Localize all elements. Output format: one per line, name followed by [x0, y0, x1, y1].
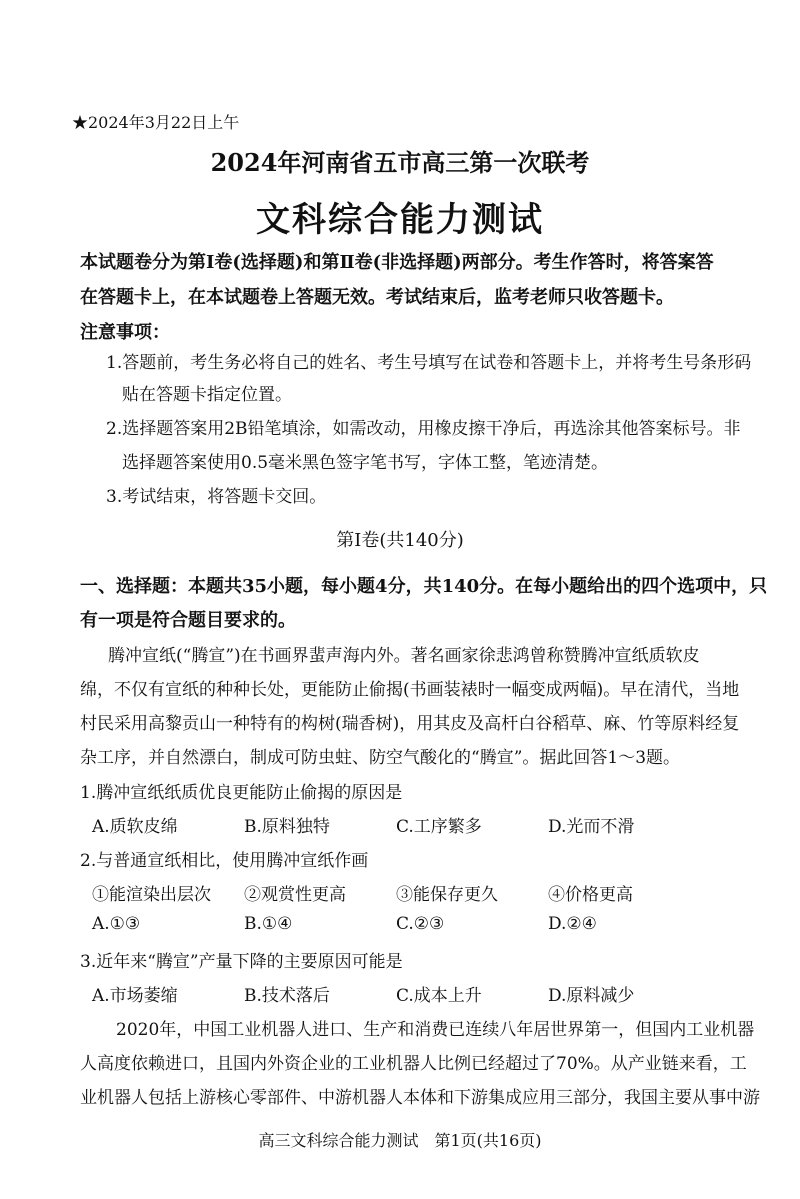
question-3-stem: 3.近年来“腾宣”产量下降的主要原因可能是	[80, 952, 403, 972]
question-3-option-b: B.技术落后	[244, 986, 330, 1006]
section-instruction-1: 一、选择题：本题共35小题，每小题4分，共140分。在每小题给出的四个选项中，只	[80, 576, 768, 597]
passage2-line-1: 2020年，中国工业机器人进口、生产和消费已连续八年居世界第一，但国内工业机器	[116, 1020, 755, 1040]
section-instruction-2: 有一项是符合题目要求的。	[80, 610, 296, 631]
question-2-option-d: D.②④	[548, 914, 597, 934]
question-2-statement-3: ③能保存更久	[396, 885, 498, 905]
question-3-option-c: C.成本上升	[396, 986, 482, 1006]
exam-subject: 文科综合能力测试	[256, 200, 544, 240]
passage1-line-1: 腾冲宣纸(“腾宣”)在书画界蜚声海内外。著名画家徐悲鸿曾称赞腾冲宣纸质软皮	[108, 646, 700, 666]
question-3-option-a: A.市场萎缩	[92, 986, 178, 1006]
question-2-statement-2: ②观赏性更高	[244, 885, 346, 905]
page-footer: 高三文科综合能力测试 第1页(共16页)	[258, 1131, 542, 1150]
passage1-line-2: 绵，不仅有宣纸的种种长处，更能防止偷揭(书画装裱时一幅变成两幅)。早在清代，当地	[80, 680, 740, 700]
question-2-stem: 2.与普通宣纸相比，使用腾冲宣纸作画	[80, 851, 369, 871]
question-1-option-d: D.光而不滑	[548, 817, 635, 837]
notice-line-2: 贴在答题卡指定位置。	[122, 385, 292, 405]
question-2-statement-4: ④价格更高	[548, 885, 633, 905]
question-2-option-b: B.①④	[244, 914, 293, 934]
notice-line-1: 1.答题前，考生务必将自己的姓名、考生号填写在试卷和答题卡上，并将考生号条形码	[106, 353, 752, 373]
question-2-option-c: C.②③	[396, 914, 445, 934]
question-1-option-a: A.质软皮绵	[92, 817, 178, 837]
passage1-line-4: 杂工序，并自然漂白，制成可防虫蛀、防空气酸化的“腾宣”。据此回答1～3题。	[80, 748, 681, 768]
exam-title: 2024年河南省五市高三第一次联考	[210, 148, 590, 177]
question-3-option-d: D.原料减少	[548, 986, 635, 1006]
question-1-option-c: C.工序繁多	[396, 817, 482, 837]
question-1-option-b: B.原料独特	[244, 817, 330, 837]
section-title: 第Ⅰ卷(共140分)	[336, 530, 464, 551]
passage2-line-3: 业机器人包括上游核心零部件、中游机器人本体和下游集成应用三部分，我国主要从事中游	[80, 1088, 760, 1108]
intro-line-1: 本试题卷分为第Ⅰ卷(选择题)和第Ⅱ卷(非选择题)两部分。考生作答时，将答案答	[80, 252, 714, 273]
exam-date: ★2024年3月22日上午	[72, 113, 240, 132]
question-2-statement-1: ①能渲染出层次	[92, 885, 211, 905]
question-2-option-a: A.①③	[92, 914, 141, 934]
notice-line-4: 选择题答案使用0.5毫米黑色签字笔书写，字体工整，笔迹清楚。	[122, 453, 609, 473]
passage2-line-2: 人高度依赖进口，且国内外资企业的工业机器人比例已经超过了70%。从产业链来看，工	[80, 1054, 747, 1074]
passage1-line-3: 村民采用高黎贡山一种特有的构树(瑞香树)，用其皮及高杆白谷稻草、麻、竹等原料经复	[80, 714, 740, 734]
notice-heading: 注意事项：	[80, 322, 170, 343]
notice-line-5: 3.考试结束，将答题卡交回。	[106, 487, 327, 507]
intro-line-2: 在答题卡上，在本试题卷上答题无效。考试结束后，监考老师只收答题卡。	[80, 287, 674, 308]
question-1-stem: 1.腾冲宣纸纸质优良更能防止偷揭的原因是	[80, 783, 403, 803]
notice-line-3: 2.选择题答案用2B铅笔填涂，如需改动，用橡皮擦干净后，再选涂其他答案标号。非	[106, 419, 741, 439]
